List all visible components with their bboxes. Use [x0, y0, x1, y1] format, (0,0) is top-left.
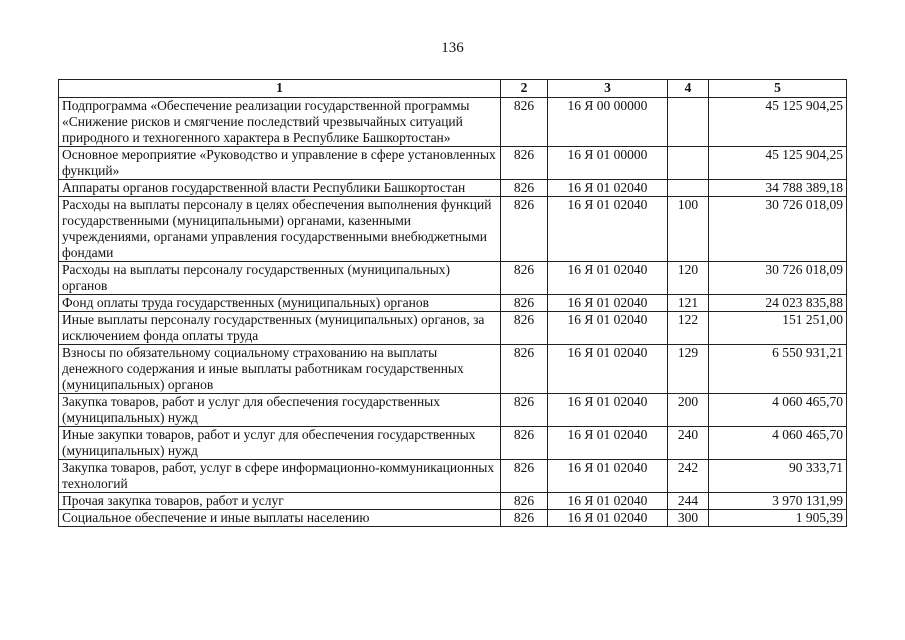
- row-amount-cell: 151 251,00: [709, 312, 847, 345]
- row-target-cell: 16 Я 01 02040: [548, 312, 668, 345]
- row-name-cell: Подпрограмма «Обеспечение реализации государственной программы «Снижение рисков и смягчение последствий чрезвычайных ситуаций природного и техногенного характера в Республике Башкортостан»: [59, 98, 501, 147]
- row-amount-cell: 3 970 131,99: [709, 493, 847, 510]
- row-type-cell: 121: [668, 295, 709, 312]
- row-code-cell: 826: [501, 394, 548, 427]
- row-type-cell: 122: [668, 312, 709, 345]
- row-amount-cell: 30 726 018,09: [709, 262, 847, 295]
- row-amount-cell: 34 788 389,18: [709, 180, 847, 197]
- row-target-cell: 16 Я 01 02040: [548, 493, 668, 510]
- row-code-cell: 826: [501, 147, 548, 180]
- table-row: [59, 460, 847, 493]
- row-name-cell: Иные выплаты персоналу государственных (муниципальных) органов, за исключением фонда оплаты труда: [59, 312, 501, 345]
- table-row: [59, 262, 847, 295]
- table-header-row: [59, 80, 847, 98]
- header-cell: 3: [548, 80, 668, 98]
- row-type-cell: 100: [668, 197, 709, 262]
- table-row: [59, 98, 847, 147]
- row-code-cell: 826: [501, 345, 548, 394]
- row-type-cell: [668, 98, 709, 147]
- row-amount-cell: 24 023 835,88: [709, 295, 847, 312]
- row-name-cell: Иные закупки товаров, работ и услуг для обеспечения государственных (муниципальных) нужд: [59, 427, 501, 460]
- row-code-cell: 826: [501, 460, 548, 493]
- row-code-cell: 826: [501, 180, 548, 197]
- row-target-cell: 16 Я 01 02040: [548, 180, 668, 197]
- row-code-cell: 826: [501, 427, 548, 460]
- row-amount-cell: 6 550 931,21: [709, 345, 847, 394]
- table-row: [59, 295, 847, 312]
- row-type-cell: 200: [668, 394, 709, 427]
- table-row: [59, 147, 847, 180]
- row-name-cell: Закупка товаров, работ и услуг для обеспечения государственных (муниципальных) нужд: [59, 394, 501, 427]
- row-name-cell: Фонд оплаты труда государственных (муниципальных) органов: [59, 295, 501, 312]
- header-cell: 4: [668, 80, 709, 98]
- table-row: [59, 510, 847, 527]
- row-name-cell: Прочая закупка товаров, работ и услуг: [59, 493, 501, 510]
- row-target-cell: 16 Я 01 02040: [548, 427, 668, 460]
- row-target-cell: 16 Я 01 02040: [548, 510, 668, 527]
- table-row: [59, 197, 847, 262]
- table-row: [59, 394, 847, 427]
- row-type-cell: 129: [668, 345, 709, 394]
- row-code-cell: 826: [501, 197, 548, 262]
- row-code-cell: 826: [501, 312, 548, 345]
- header-cell: 5: [709, 80, 847, 98]
- table-row: [59, 427, 847, 460]
- row-amount-cell: 90 333,71: [709, 460, 847, 493]
- row-type-cell: 240: [668, 427, 709, 460]
- header-cell: 1: [59, 80, 501, 98]
- row-name-cell: Социальное обеспечение и иные выплаты населению: [59, 510, 501, 527]
- row-type-cell: 242: [668, 460, 709, 493]
- row-code-cell: 826: [501, 262, 548, 295]
- header-cell: 2: [501, 80, 548, 98]
- row-name-cell: Расходы на выплаты персоналу государственных (муниципальных) органов: [59, 262, 501, 295]
- row-target-cell: 16 Я 01 02040: [548, 197, 668, 262]
- row-name-cell: Аппараты органов государственной власти Республики Башкортостан: [59, 180, 501, 197]
- row-type-cell: [668, 180, 709, 197]
- row-code-cell: 826: [501, 98, 548, 147]
- row-target-cell: 16 Я 01 02040: [548, 295, 668, 312]
- row-code-cell: 826: [501, 295, 548, 312]
- row-amount-cell: 4 060 465,70: [709, 394, 847, 427]
- table-row: [59, 345, 847, 394]
- row-amount-cell: 4 060 465,70: [709, 427, 847, 460]
- row-name-cell: Расходы на выплаты персоналу в целях обеспечения выполнения функций государственными (муниципальными) органами, казенными учреждениями, органами управления государственными внебюджетными фондами: [59, 197, 501, 262]
- row-amount-cell: 30 726 018,09: [709, 197, 847, 262]
- row-target-cell: 16 Я 01 02040: [548, 394, 668, 427]
- budget-table: [58, 79, 847, 527]
- row-target-cell: 16 Я 00 00000: [548, 98, 668, 147]
- row-name-cell: Закупка товаров, работ, услуг в сфере информационно-коммуникационных технологий: [59, 460, 501, 493]
- row-name-cell: Основное мероприятие «Руководство и управление в сфере установленных функций»: [59, 147, 501, 180]
- row-type-cell: 300: [668, 510, 709, 527]
- row-amount-cell: 45 125 904,25: [709, 147, 847, 180]
- row-type-cell: [668, 147, 709, 180]
- row-amount-cell: 1 905,39: [709, 510, 847, 527]
- row-type-cell: 120: [668, 262, 709, 295]
- row-target-cell: 16 Я 01 02040: [548, 345, 668, 394]
- row-target-cell: 16 Я 01 02040: [548, 460, 668, 493]
- row-name-cell: Взносы по обязательному социальному страхованию на выплаты денежного содержания и иные выплаты работникам государственных (муниципальных) органов: [59, 345, 501, 394]
- row-target-cell: 16 Я 01 02040: [548, 262, 668, 295]
- row-amount-cell: 45 125 904,25: [709, 98, 847, 147]
- row-type-cell: 244: [668, 493, 709, 510]
- row-code-cell: 826: [501, 493, 548, 510]
- row-target-cell: 16 Я 01 00000: [548, 147, 668, 180]
- table-row: [59, 493, 847, 510]
- row-code-cell: 826: [501, 510, 548, 527]
- page-number: 136: [441, 40, 464, 56]
- table-row: [59, 312, 847, 345]
- table-row: [59, 180, 847, 197]
